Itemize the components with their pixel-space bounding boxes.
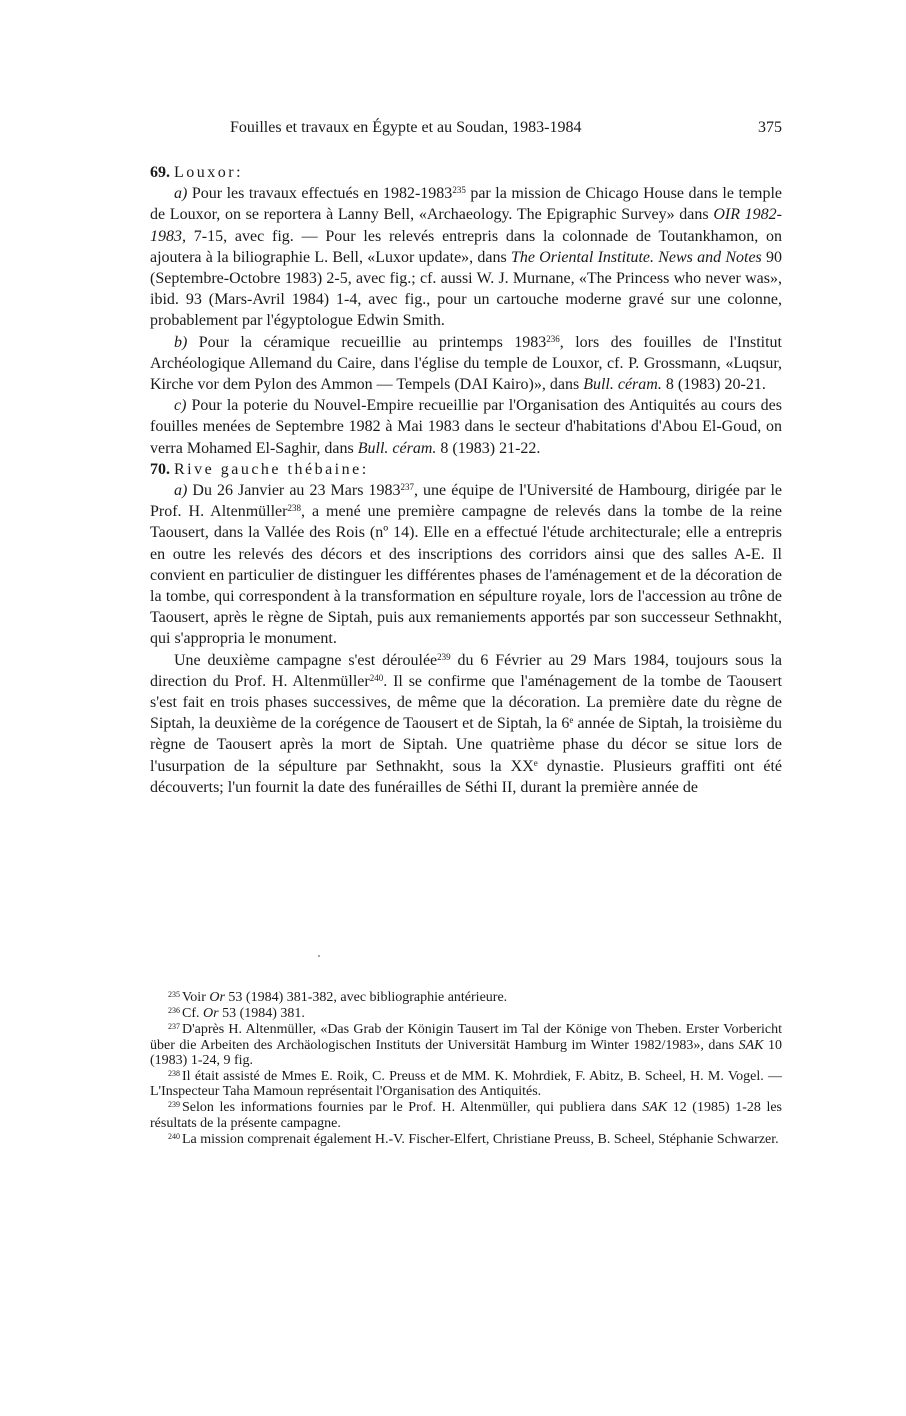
- paragraph-69a: a) Pour les travaux effectués en 1982-1983$^{235}$ par la mission de Chicago House dans le temple de Louxor, on se reportera à Lanny Bell, «Archaeology. The Epigraphic Survey» dans OIR 1982-1983, 7-15, avec fig. — Pour les relevés entrepris dans la colonnade de Toutankhamon, on ajoutera à la biliographie L. Bell, «Luxor update», dans The Oriental Institute. News and Notes 90 (Septembre-Octobre 1983) 2-5, avec fig.; cf. aussi W. J. Murnane, «The Princess who never was», ibid. 93 (Mars-Avril 1984) 1-4, avec fig., pour un cartouche moderne gravé sur une colonne, probablement par l'égyptologue Edwin Smith.: [150, 185, 783, 330]
- footnote: $^{237}$ D'après H. Altenmüller, «Das Grab der Königin Tausert im Tal der Könige von Theben. Erster Vorbericht über die Arbeiten des Archäologischen Instituts der Universität Hamburg im Winter 1982/1983», dans SAK 10 (1983) 1-24, 9 fig.: [150, 1022, 782, 1068]
- paragraph-70-second-campaign: Une deuxième campagne s'est déroulée$^{239}$ du 6 Février au 29 Mars 1984, toujours sous la direction du Prof. H. Altenmüller$^{240}$. Il se confirme que l'aménagement de la tombe de Taousert s'est fait en trois phases successives, de même que la décoration. La première date du règne de Siptah, la deuxième de la corégence de Taousert et de Siptah, la 6e année de Siptah, la troisième du règne de Taousert après la mort de Siptah. Une quatrième phase du décor se situe lors de l'usurpation de la sépulture par Sethnakht, sous la XXe dynastie. Plusieurs graffiti ont été découverts; l'un fournit la date des funérailles de Séthi II, durant la première année de: [150, 651, 783, 796]
- paragraph-69b: b) Pour la céramique recueillie au printemps 1983$^{236}$, lors des fouilles de l'Institut Archéologique Allemand du Caire, dans l'église du temple de Louxor, cf. P. Grossmann, «Luqsur, Kirche vor dem Pylon des Ammon — Tempels (DAI Kairo)», dans Bull. céram. 8 (1983) 20-21.: [150, 333, 782, 394]
- section-number: 69.: [150, 164, 170, 181]
- item-marker: b): [174, 333, 188, 351]
- footnote: $^{235}$ Voir Or 53 (1984) 381-382, avec bibliographie antérieure.: [168, 990, 508, 1005]
- ordinal-suffix: e: [569, 715, 574, 726]
- item-marker: a): [174, 482, 188, 500]
- footnote-ref: 240: [369, 672, 384, 683]
- ordinal-suffix: e: [533, 757, 538, 768]
- paragraph-70a: a) Du 26 Janvier au 23 Mars 1983$^{237}$, une équipe de l'Université de Hambourg, dirigée par le Prof. H. Altenmüller$^{238}$, a mené une première campagne de relevés dans la tombe de la reine Taousert, dans la Vallée des Rois (nº 14). Elle en a effectué l'étude architecturale; elle a entrepris en outre les relevés des décors et des inscriptions des corridors ainsi que des salles A-E. Il convient en particulier de distinguer les différentes phases de l'aménagement et de la décoration de la tombe, qui correspondent à la transformation en sépulture royale, lors de l'accession au trône de Taousert, après le règne de Siptah, puis aux remaniements apportés par son successeur Sethnakht, qui s'appropria le monument.: [150, 482, 783, 648]
- footnote-number: 240: [168, 1131, 180, 1141]
- footnote-number: 239: [168, 1100, 180, 1110]
- citation-title: OIR 1982-1983,: [150, 206, 783, 245]
- footnote: $^{239}$ Selon les informations fournies par le Prof. H. Altenmüller, qui publiera dans SAK 12 (1985) 1-28 les résultats de la présente campagne.: [150, 1100, 782, 1131]
- main-text: [150, 162, 782, 798]
- footnote-ref: 236: [546, 333, 560, 344]
- section-number: 70.: [150, 460, 170, 478]
- footnote-number: 237: [168, 1022, 180, 1032]
- section-title: Rive gauche thébaine:: [174, 460, 369, 478]
- page-number: 375: [758, 119, 782, 136]
- footnotes: [150, 990, 782, 1148]
- section-69-heading: [150, 162, 782, 183]
- footnote: $^{238}$ Il était assisté de Mmes E. Roik, C. Preuss et de MM. K. Mohrdiek, F. Abitz, B. Scheel, H. M. Vogel. — L'Inspecteur Taha Mamoun représentait l'Organisation des Antiquités.: [150, 1069, 782, 1100]
- running-title: Fouilles et travaux en Égypte et au Soudan, 1983-1984: [230, 119, 582, 136]
- footnote: $^{240}$ La mission comprenait également H.-V. Fischer-Elfert, Christiane Preuss, B. Scheel, Stéphanie Schwarzer.: [168, 1131, 779, 1147]
- item-marker: a): [174, 185, 188, 203]
- citation-title: Bull. céram.: [583, 376, 662, 394]
- citation-title: Bull. céram.: [357, 439, 437, 457]
- footnote-number: 236: [168, 1006, 180, 1016]
- footnote: $^{236}$ Cf. Or 53 (1984) 381.: [168, 1006, 305, 1022]
- paragraph-69c: c) Pour la poterie du Nouvel-Empire recueillie par l'Organisation des Antiquités au cours des fouilles menées de Septembre 1982 à Mai 1983 dans le secteur d'habitations d'Abou El-Goud, on verra Mohamed El-Saghir, dans Bull. céram. 8 (1983) 21-22.: [150, 397, 782, 457]
- footnote-number: 235: [168, 990, 180, 999]
- citation-title: The Oriental Institute. News and Notes: [510, 248, 762, 266]
- footnote-ref: 239: [437, 651, 451, 662]
- item-marker: c): [174, 397, 187, 415]
- footnote-number: 238: [168, 1069, 180, 1079]
- footnote-ref: 238: [287, 503, 301, 514]
- section-title: Louxor:: [174, 164, 244, 181]
- section-70-heading: [150, 459, 782, 480]
- scan-speck: [318, 955, 320, 957]
- footnote-ref: 237: [400, 482, 414, 493]
- footnote-ref: 235: [452, 185, 466, 196]
